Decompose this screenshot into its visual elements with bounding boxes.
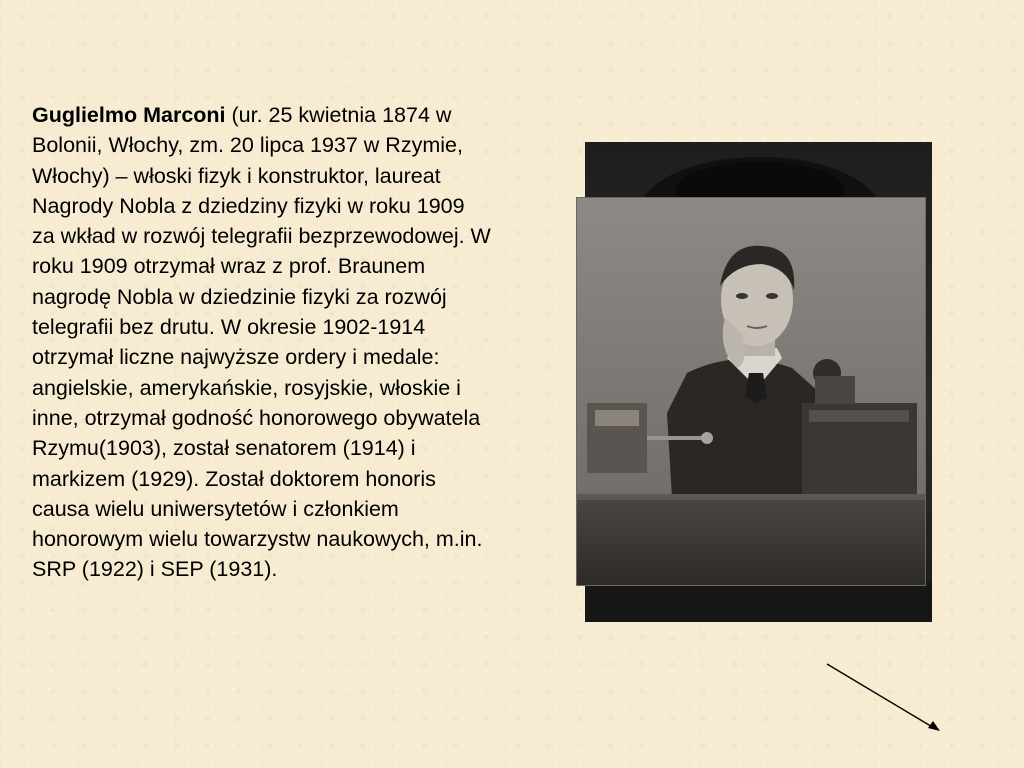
- biography-text: [32, 100, 492, 585]
- marconi-photo: [577, 198, 925, 585]
- biography-body: (ur. 25 kwietnia 1874 w Bolonii, Włochy, zm. 20 lipca 1937 w Rzymie, Włochy) – włoski fizyk i konstruktor, laureat Nagrody Nobla z dziedziny fizyki w roku 1909 za wkład w rozwój telegrafii bezprzewodowej. W roku 1909 otrzymał wraz z prof. Braunem nagrodę Nobla w dziedzinie fizyki za rozwój telegrafii bez drutu. W okresie 1902-1914 otrzymał liczne najwyższe ordery i medale: angielskie, amerykańskie, rosyjskie, włoskie i inne, otrzymał godność honorowego obywatela Rzymu(1903), został senatorem (1914) i markizem (1929). Został doktorem honoris causa wielu uniwersytetów i członkiem honorowym wielu towarzystw naukowych, m.in. SRP (1922) i SEP (1931).: [32, 103, 491, 582]
- person-name: Guglielmo Marconi: [32, 103, 226, 127]
- arrow-icon: [820, 655, 950, 740]
